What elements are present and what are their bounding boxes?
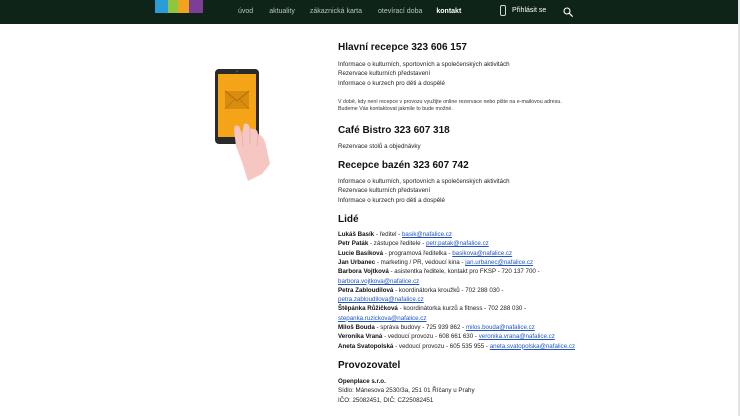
info-line: Informace o kurzech pro děti a dospělé: [338, 196, 445, 204]
operator-address: Sídlo: Mánesova 2530/3a, 251 01 Říčany u Prahy: [338, 387, 475, 395]
email-link[interactable]: basikova@nafalice.cz: [452, 249, 513, 257]
person-name: Miloš Bouda: [338, 324, 375, 332]
main-nav: [238, 8, 461, 15]
email-link[interactable]: aneta.svatopolska@nafalice.cz: [489, 342, 576, 350]
person-row: [338, 249, 598, 258]
person-row: [338, 295, 598, 304]
lock-icon: [500, 5, 506, 16]
main-reception-heading: Hlavní recepce 323 606 157: [338, 42, 467, 53]
person-row: [338, 258, 598, 267]
person-role: - zástupce ředitele -: [368, 240, 427, 248]
people-heading: Lidé: [338, 214, 359, 226]
operator-ids: IČO: 25082451, DIČ: CZ25082451: [338, 396, 434, 404]
person-role: - vedoucí provozu - 605 535 955 -: [393, 342, 490, 350]
phone-mail-illustration: [212, 66, 272, 184]
person-row: [338, 332, 598, 341]
login-button[interactable]: [500, 5, 546, 16]
person-row: [338, 314, 598, 323]
people-list: [338, 230, 598, 351]
person-role: - marketing / PR, vedoucí kina -: [375, 258, 466, 266]
email-link[interactable]: jan.urbanec@nafalice.cz: [465, 258, 534, 266]
reception-note: Budeme Vás kontaktovat jakmile to bude možné.: [338, 106, 453, 113]
person-role: - programová ředitelka -: [383, 249, 453, 257]
operator-heading: Provozovatel: [338, 359, 401, 371]
email-link[interactable]: veronika.vrana@nafalice.cz: [478, 333, 555, 341]
person-row: [338, 239, 598, 248]
person-name: Veronika Vraná: [338, 333, 383, 341]
bistro-heading: Café Bistro 323 607 318: [338, 124, 450, 136]
person-name: Lucie Basíková: [338, 249, 384, 257]
top-navigation-bar: [0, 0, 740, 24]
nav-item[interactable]: zákaznická karta: [309, 8, 363, 15]
person-role: - koordinátorka kroužků - 702 288 030 -: [393, 286, 504, 294]
person-name: Jan Urbanec: [338, 258, 376, 266]
person-role: - vedoucí provozu - 608 661 630 -: [382, 333, 479, 341]
person-name: Lukáš Basík: [338, 231, 375, 239]
person-name: Štěpánka Růžičková: [338, 305, 398, 313]
person-role: - koordinátorka kurzů a fitness - 702 288 030 -: [397, 305, 527, 313]
nav-item[interactable]: otevírací doba: [378, 8, 423, 15]
reception-note: V době, kdy není recepce v provozu využijte online rezervace nebo pište na e-mailovou adresu.: [338, 98, 562, 105]
person-name: Petra Zabloudilová: [338, 286, 394, 294]
info-line: Rezervace kulturních představení: [338, 187, 431, 195]
person-row: [338, 286, 598, 295]
operator-company: Openplace s.r.o.: [338, 377, 386, 385]
email-link[interactable]: basik@nafalice.cz: [401, 231, 452, 239]
info-line: Informace o kulturních, sportovních a společenských aktivitách: [338, 61, 510, 68]
login-label: Přihlásit se: [512, 7, 547, 14]
email-link[interactable]: petr.patak@nafalice.cz: [426, 240, 489, 248]
email-link[interactable]: petra.zabloudilova@nafalice.cz: [338, 296, 424, 304]
logo-stripe: [168, 0, 178, 13]
person-name: Petr Paták: [338, 240, 369, 248]
nav-item[interactable]: úvod: [238, 8, 254, 15]
search-icon[interactable]: [563, 7, 573, 17]
email-link[interactable]: stepanka.ruzickova@nafalice.cz: [338, 314, 427, 322]
person-role: - správa budovy - 725 939 862 -: [374, 324, 466, 332]
person-row: [338, 267, 598, 276]
logo-stripe: [155, 0, 168, 13]
info-line: Informace o kulturních, sportovních a společenských aktivitách: [338, 178, 510, 186]
email-link[interactable]: milos.bouda@nafalice.cz: [465, 324, 535, 332]
logo-stripe: [178, 0, 189, 13]
info-line: Rezervace kulturních představení: [338, 70, 431, 78]
person-row: [338, 323, 598, 332]
person-row: [338, 277, 598, 286]
person-row: [338, 230, 598, 239]
person-role: - ředitel -: [374, 231, 402, 239]
pool-reception-heading: Recepce bazén 323 607 742: [338, 160, 469, 172]
info-line: Informace o kurzech pro děti a dospělé: [338, 79, 445, 87]
email-link[interactable]: barbora.vojtkova@nafalice.cz: [338, 277, 420, 285]
person-name: Barbora Vojtková: [338, 268, 389, 276]
info-line: Rezervace stolů a objednávky: [338, 142, 421, 150]
person-row: [338, 342, 598, 351]
nav-item[interactable]: aktuality: [269, 8, 295, 15]
site-logo[interactable]: [155, 0, 203, 13]
nav-item[interactable]: kontakt: [436, 8, 462, 15]
person-name: Aneta Svatopolská: [338, 342, 394, 350]
person-row: [338, 304, 598, 313]
contact-content: [338, 42, 598, 405]
person-role: - asistentka ředitele, kontakt pro FKSP - 720 137 700 -: [388, 268, 540, 276]
logo-stripe: [189, 0, 203, 13]
